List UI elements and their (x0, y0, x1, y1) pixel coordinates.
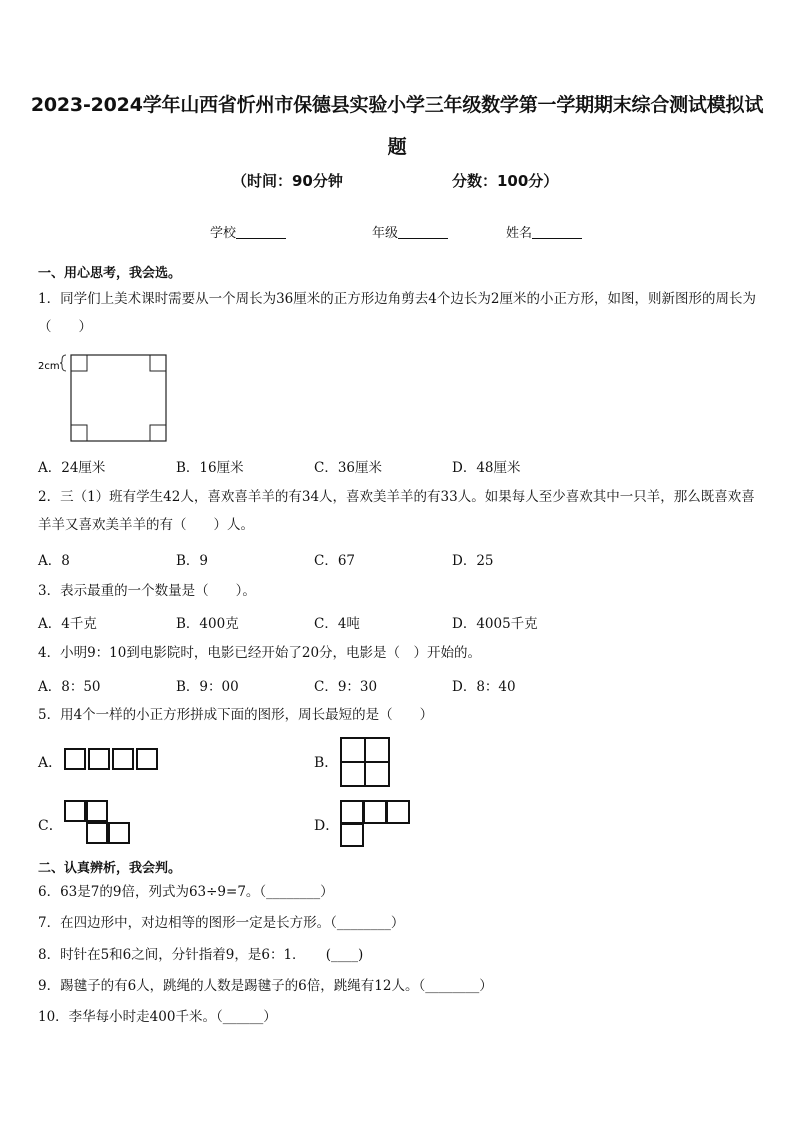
corner-square (150, 425, 166, 441)
q1-options (38, 456, 758, 478)
q2-option-d[interactable]: D．25 (452, 553, 494, 569)
student-info (0, 222, 794, 242)
corner-square (71, 355, 87, 371)
section1-heading: 一、用心思考，我会选。 (38, 266, 182, 281)
q2-text: 2．三（1）班有学生42人，喜欢喜羊羊的有34人，喜欢美羊羊的有33人。如果每人至少喜欢其中一只羊，那么既喜欢喜羊羊又喜欢美羊羊的有（ ）人。 (38, 489, 755, 533)
score-info: 分数：100分） (452, 172, 559, 190)
q6-text: 6．63是7的9倍，列式为63÷9=7。（________） (38, 884, 334, 900)
corner-square (150, 355, 166, 371)
q5-text: 5．用4个一样的小正方形拼成下面的图形，周长最短的是（ ） (38, 707, 434, 723)
exam-meta (0, 170, 794, 192)
q9-text: 9．踢毽子的有6人，跳绳的人数是踢毽子的6倍，跳绳有12人。（________） (38, 978, 493, 994)
school-field: 学校 (210, 222, 286, 241)
q1-figure-label: 2cm (38, 361, 60, 372)
q2-option-b[interactable]: B．9 (176, 553, 209, 569)
q10-text: 10．李华每小时走400千米。（______） (38, 1009, 277, 1025)
q1-option-d[interactable]: D．48厘米 (452, 460, 521, 476)
q5-label-a[interactable]: A． (38, 755, 63, 771)
q3-options (38, 612, 758, 634)
section2-heading: 二、认真辨析，我会判。 (38, 861, 182, 876)
q3-text: 3．表示最重的一个数量是（ ）。 (38, 583, 256, 599)
q1-option-a[interactable]: A．24厘米 (38, 460, 106, 476)
q7-text: 7．在四边形中，对边相等的图形一定是长方形。（________） (38, 915, 405, 931)
q1-text: 1．同学们上美术课时需要从一个周长为36厘米的正方形边角剪去4个边长为2厘米的小正方形，如图，则新图形的周长为（ ） (38, 291, 756, 335)
q4-option-b[interactable]: B．9：00 (176, 679, 239, 695)
q8-text: 8．时针在5和6之间，分针指着9，是6：1． (____) (38, 947, 364, 963)
grade-blank[interactable] (398, 226, 448, 239)
q2-option-c[interactable]: C．67 (314, 553, 356, 569)
school-blank[interactable] (236, 226, 286, 239)
q2-option-a[interactable]: A．8 (38, 553, 70, 569)
q2-options (38, 549, 758, 571)
q1-option-b[interactable]: B．16厘米 (176, 460, 244, 476)
q1-option-c[interactable]: C．36厘米 (314, 460, 383, 476)
big-square (71, 355, 166, 441)
name-field: 姓名 (506, 222, 582, 241)
name-blank[interactable] (532, 226, 582, 239)
q3-option-b[interactable]: B．400克 (176, 616, 239, 632)
time-info: （时间：90分钟 (232, 172, 343, 190)
q4-option-c[interactable]: C．9：30 (314, 679, 378, 695)
q3-option-a[interactable]: A．4千克 (38, 616, 97, 632)
q4-options (38, 675, 758, 697)
q3-option-d[interactable]: D．4005千克 (452, 616, 538, 632)
q5-label-c[interactable]: C． (38, 818, 63, 834)
page-title: 2023-2024学年山西省忻州市保德县实验小学三年级数学第一学期期末综合测试模拟试题 (30, 94, 764, 158)
q3-option-c[interactable]: C．4吨 (314, 616, 360, 632)
q1-square-figure (38, 350, 178, 445)
q5-label-d[interactable]: D． (314, 818, 340, 834)
q5-label-b[interactable]: B． (314, 755, 339, 771)
grade-field: 年级 (372, 222, 448, 241)
corner-square (71, 425, 87, 441)
q4-option-a[interactable]: A．8：50 (38, 679, 101, 695)
q4-option-d[interactable]: D．8：40 (452, 679, 516, 695)
brace-icon (60, 355, 66, 371)
q4-text: 4．小明9：10到电影院时，电影已经开始了20分，电影是（ ）开始的。 (38, 645, 482, 661)
